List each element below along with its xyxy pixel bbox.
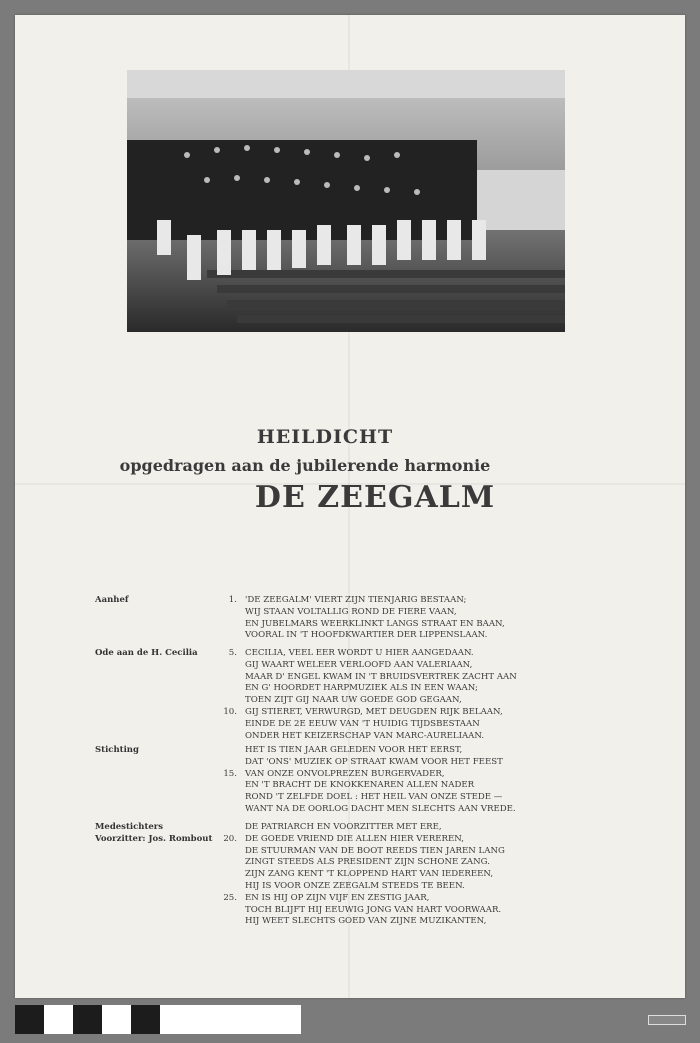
verse-text: MAAR D' ENGEL KWAM IN 'T BRUIDSVERTREK ZACHT AAN xyxy=(245,671,517,682)
verse-line xyxy=(245,619,505,631)
verse-text: ZIJN ZANG KENT 'T KLOPPEND HART VAN IEDEREEN, xyxy=(245,869,494,880)
section-label xyxy=(95,595,129,607)
poem-title: HEILDICHT xyxy=(256,426,394,448)
verse-line xyxy=(245,660,517,672)
verse-text: WIJ STAAN VOLTALLIG ROND DE FIERE VAAN, xyxy=(245,606,457,617)
verse-line xyxy=(228,648,517,660)
verse-text: WANT NA DE OORLOG DACHT MEN SLECHTS AAN VREDE. xyxy=(245,803,516,814)
verse-line xyxy=(245,857,505,869)
verse-text: HET IS TIEN JAAR GELEDEN VOOR HET EERST, xyxy=(245,745,463,755)
verse-line xyxy=(245,792,516,804)
section-label-line: Aanhef xyxy=(95,595,129,605)
calibration-black-patch xyxy=(131,1005,160,1034)
verse-text: VAN ONZE ONVOLPREZEN BURGERVADER, xyxy=(245,768,445,779)
verse-line xyxy=(245,846,505,858)
archive-label xyxy=(648,1015,686,1025)
calibration-black-patch xyxy=(15,1005,44,1034)
verse-text: ROND 'T ZELFDE DOEL : HET HEIL VAN ONZE STEDE — xyxy=(245,792,503,803)
verse-text: TOCH BLIJFT HIJ EEUWIG JONG VAN HART VOORWAAR. xyxy=(245,904,502,915)
verse-text: 'DE ZEEGALM' VIERT ZIJN TIENJARIG BESTAAN; xyxy=(245,595,467,605)
line-number: 5. xyxy=(228,648,237,658)
verse-line xyxy=(223,833,505,846)
verse-line xyxy=(245,780,516,792)
verse-text: TOEN ZIJT GIJ NAAR UW GOEDE GOD GEGAAN, xyxy=(245,695,462,706)
verse-text: GIJ STIERET, VERWURGD, MET DEUGDEN RIJK BELAAN, xyxy=(245,706,503,717)
line-number: 15. xyxy=(223,768,237,779)
verse-line xyxy=(245,757,516,769)
calibration-black-patch xyxy=(73,1005,102,1034)
verse-line xyxy=(245,731,517,743)
section-label xyxy=(95,822,212,846)
verse-line xyxy=(245,695,517,707)
verse-line xyxy=(245,822,505,834)
section-label-line: Voorzitter: Jos. Rombout xyxy=(95,833,213,844)
verse-line xyxy=(245,630,505,642)
verse-text: EN IS HIJ OP ZIJN VIJF EN ZESTIG JAAR, xyxy=(245,892,430,903)
line-number: 1. xyxy=(228,595,237,605)
verse-line xyxy=(245,881,505,893)
verse-line xyxy=(223,768,516,781)
line-number: 10. xyxy=(223,706,237,717)
verse-line xyxy=(228,595,505,607)
verse-line xyxy=(223,892,505,905)
line-number: 25. xyxy=(223,892,237,903)
section-label-line: Stichting xyxy=(95,745,139,755)
verse-line xyxy=(245,905,505,917)
verse-text: EN JUBELMARS WEERKLINKT LANGS STRAAT EN BAAN, xyxy=(245,618,505,629)
verse-line xyxy=(245,745,516,757)
verse-text: DAT 'ONS' MUZIEK OP STRAAT KWAM VOOR HET FEEST xyxy=(245,756,503,767)
verse-line xyxy=(245,607,505,619)
verse-line xyxy=(245,672,517,684)
calibration-white-bar xyxy=(160,1005,301,1034)
verse-text: HIJ IS VOOR ONZE ZEEGALM STEEDS TE BEEN. xyxy=(245,880,465,891)
calibration-white-patch xyxy=(102,1005,131,1034)
band-photograph xyxy=(127,70,565,332)
verse-text: DE STUURMAN VAN DE BOOT REEDS TIEN JAREN LANG xyxy=(245,845,505,856)
section-label xyxy=(95,745,139,757)
verse-text: ZINGT STEEDS ALS PRESIDENT ZIJN SCHONE ZANG. xyxy=(245,857,490,868)
verse-line xyxy=(245,719,517,731)
section-label-line: Medestichters xyxy=(95,822,164,832)
section-label xyxy=(95,648,198,660)
calibration-white-patch xyxy=(44,1005,73,1034)
verse-line xyxy=(245,869,505,881)
verse-line xyxy=(245,804,516,816)
line-number: 20. xyxy=(223,833,237,844)
verse-text: CECILIA, VEEL EER WORDT U HIER AANGEDAAN. xyxy=(245,648,474,658)
verse-text: VOORAL IN 'T HOOFDKWARTIER DER LIPPENSLAAN. xyxy=(245,630,488,641)
verse-line xyxy=(245,916,505,928)
verse-text: ONDER HET KEIZERSCHAP VAN MARC-AURELIAAN. xyxy=(245,730,485,741)
poem-subtitle: opgedragen aan de jubilerende harmonie xyxy=(119,456,491,475)
verse-text: EINDE DE 2E EEUW VAN 'T HUIDIG TIJDSBESTAAN xyxy=(245,718,480,729)
verse-text: DE GOEDE VRIEND DIE ALLEN HIER VEREREN, xyxy=(245,833,464,844)
verse-line xyxy=(223,706,517,719)
verse-text: HIJ WEET SLECHTS GOED VAN ZIJNE MUZIKANTEN, xyxy=(245,916,487,927)
section-label-line: Ode aan de H. Cecilia xyxy=(95,648,198,658)
verse-text: GIJ WAART WELEER VERLOOFD AAN VALERIAAN, xyxy=(245,659,473,670)
verse-text: EN 'T BRACHT DE KNOKKENAREN ALLEN NADER xyxy=(245,780,475,791)
verse-line xyxy=(245,683,517,695)
band-name-heading: DE ZEEGALM xyxy=(254,480,496,515)
verse-text: EN G' HOORDET HARPMUZIEK ALS IN EEN WAAN; xyxy=(245,683,478,694)
verse-text: DE PATRIARCH EN VOORZITTER MET ERE, xyxy=(245,822,442,832)
